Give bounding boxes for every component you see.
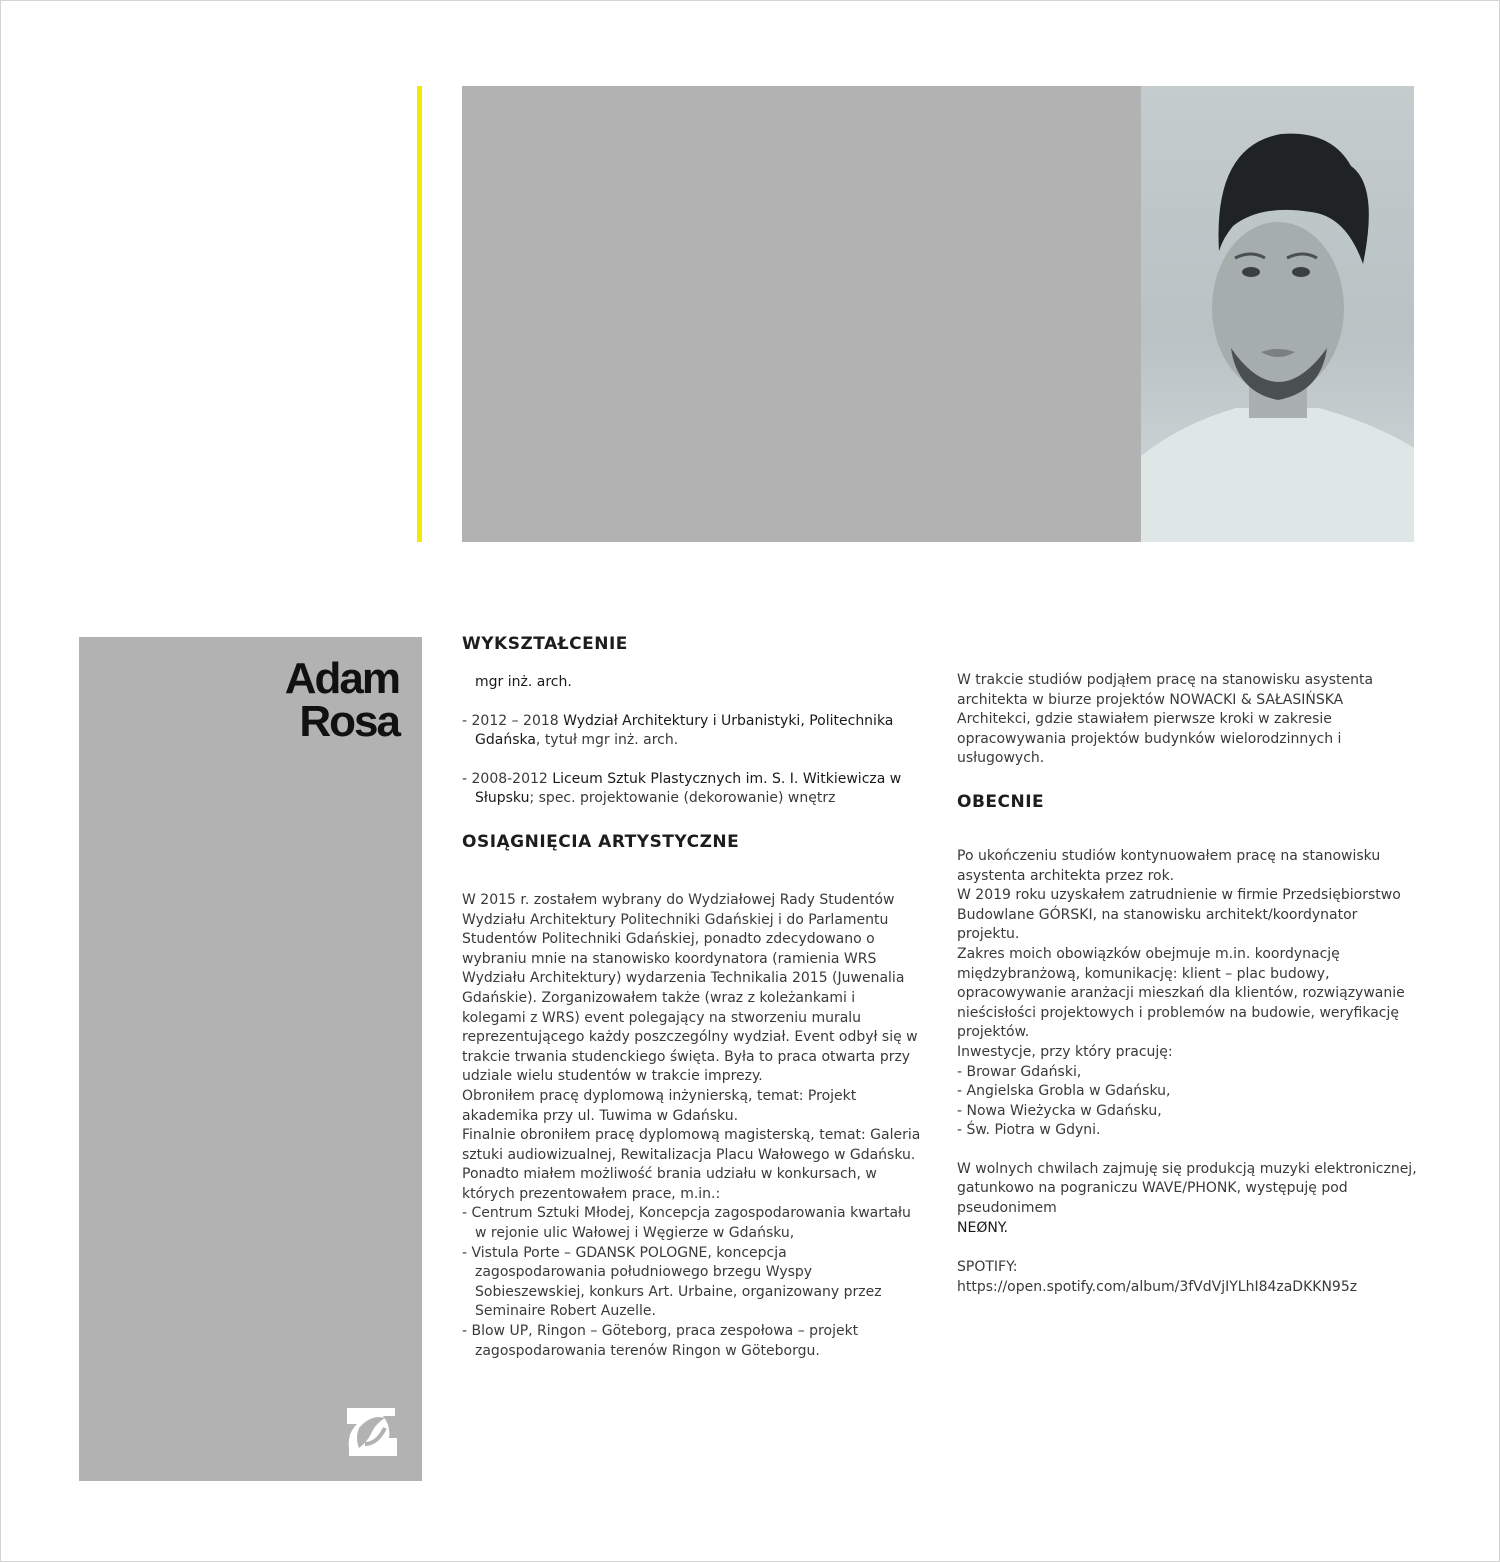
yellow-accent-bar (417, 86, 422, 542)
education-entry-2 (462, 770, 922, 809)
last-name: Rosa (299, 697, 399, 746)
competition-item-2: - Vistula Porte – GDANSK POLOGNE, koncepcja zagospodarowania południowego brzegu Wyspy Sobieszewskiej, konkurs Art. Urbaine, organizowany przez Seminaire Robert Auzelle. (462, 1244, 882, 1320)
degree-title: mgr inż. arch. (475, 674, 572, 690)
achievements-heading: OSIĄGNIĘCIA ARTYSTYCZNE (462, 831, 740, 852)
entry-1-school: Wydział Architektury i Urbanistyki, Politechnika Gdańska (475, 712, 894, 749)
music-paragraph: W wolnych chwilach zajmuję się produkcją muzyki elektronicznej, gatunkowo na pograniczu WAVE/PHONK, występuję pod pseudonimem (957, 1160, 1417, 1217)
spotify-link[interactable]: https://open.spotify.com/album/3fVdVjIYLhI84zaDKKN95z (957, 1278, 1358, 1295)
achievements-paragraph-2: Obroniłem pracę dyplomową inżynierską, temat: Projekt akademika przy ul. Tuwima w Gdańsku. (462, 1087, 857, 1124)
achievements-paragraph-1: W 2015 r. zostałem wybrany do Wydziałowej Rady Studentów Wydziału Architektury Politechniki Gdańskiej i do Parlamentu Studentów Politechniki Gdańskiej, ponadto zdecydowano o wybraniu mnie na stanowisko koordynatora (ramienia WRS Wydziału Architektury) wydarzenia Technikalia 2015 (Juwenalia Gdańskie). Zorganizowałem także (wraz z koleżankami i kolegami z WRS) event polegający na stworzeniu muralu reprezentującego każdy poszczególny wydział. Event odbył się w trakcie trwania studenckiego święta. Była to praca otwarta przy udziale wielu studentów w trakcie imprezy. (462, 891, 918, 1085)
entry-1-rest: , tytuł mgr inż. arch. (535, 732, 679, 749)
achievements-paragraph-4: Ponadto miałem możliwość brania udziału w konkursach, w których prezentowałem prace, m.in.: (462, 1166, 877, 1202)
education-entry-1 (462, 712, 922, 751)
achievements-paragraph-3: Finalnie obroniłem pracę dyplomową magisterską, temat: Galeria sztuki audiowizualnej, Rewitalizacja Placu Wałowego w Gdańsku. (462, 1127, 921, 1163)
entry-2-years: - 2008-2012 (462, 770, 553, 787)
portrait-illustration (1141, 86, 1414, 542)
left-text-column (462, 633, 922, 1361)
sidebar-panel (79, 637, 422, 1481)
education-heading: WYKSZTAŁCENIE (462, 634, 628, 654)
spotify-label: SPOTIFY: (957, 1259, 1018, 1276)
entry-2-school: Liceum Sztuk Plastycznych im. S. I. Witkiewicza w Słupsku (475, 770, 902, 807)
music-alias: NEØNY. (957, 1219, 1008, 1236)
investment-item-1: - Browar Gdański, (957, 1063, 1082, 1080)
person-name (284, 654, 399, 746)
investment-item-4: - Św. Piotra w Gdyni. (957, 1122, 1101, 1139)
first-name: Adam (284, 654, 399, 703)
investment-item-3: - Nowa Wieżycka w Gdańsku, (957, 1102, 1162, 1119)
monogram-logo-icon (345, 1404, 399, 1458)
right-text-column (957, 671, 1417, 1297)
competition-item-1: - Centrum Sztuki Młodej, Koncepcja zagospodarowania kwartału w rejonie ulic Wałowej i Węgierze w Gdańsku, (462, 1205, 911, 1242)
current-paragraph-1: Po ukończeniu studiów kontynuowałem pracę na stanowisku asystenta architekta przez rok. (957, 847, 1381, 884)
current-paragraph-4: Inwestycje, przy który pracuję: (957, 1043, 1173, 1060)
investment-item-2: - Angielska Grobla w Gdańsku, (957, 1083, 1171, 1100)
current-heading: OBECNIE (957, 791, 1045, 812)
current-paragraph-3: Zakres moich obowiązków obejmuje m.in. koordynację międzybranżową, komunikację: klient – plac budowy, opracowywanie aranżacji mieszkań dla klientów, rozwiązywanie nieścisłości projektowych i problemów na budowie, weryfikację projektów. (957, 945, 1405, 1041)
current-paragraph-2: W 2019 roku uzyskałem zatrudnienie w firmie Przedsiębiorstwo Budowlane GÓRSKI, na stanowisku architekt/koordynator projektu. (957, 887, 1401, 943)
entry-2-rest: ; spec. projektowanie (dekorowanie) wnętrz (529, 790, 836, 807)
studies-work-paragraph: W trakcie studiów podjąłem pracę na stanowisku asystenta architekta w biurze projektów NOWACKI & SAŁASIŃSKA Architekci, gdzie stawiałem pierwsze kroki w zakresie opracowywania projektów budynków wielorodzinnych i usługowych. (957, 672, 1374, 767)
entry-1-years: - 2012 – 2018 (462, 712, 564, 729)
portrait-photo (1141, 86, 1414, 542)
header-gray-panel (462, 86, 1142, 542)
competition-item-3: - Blow UP, Ringon – Göteborg, praca zespołowa – projekt zagospodarowania terenów Ringon w Göteborgu. (462, 1323, 859, 1359)
